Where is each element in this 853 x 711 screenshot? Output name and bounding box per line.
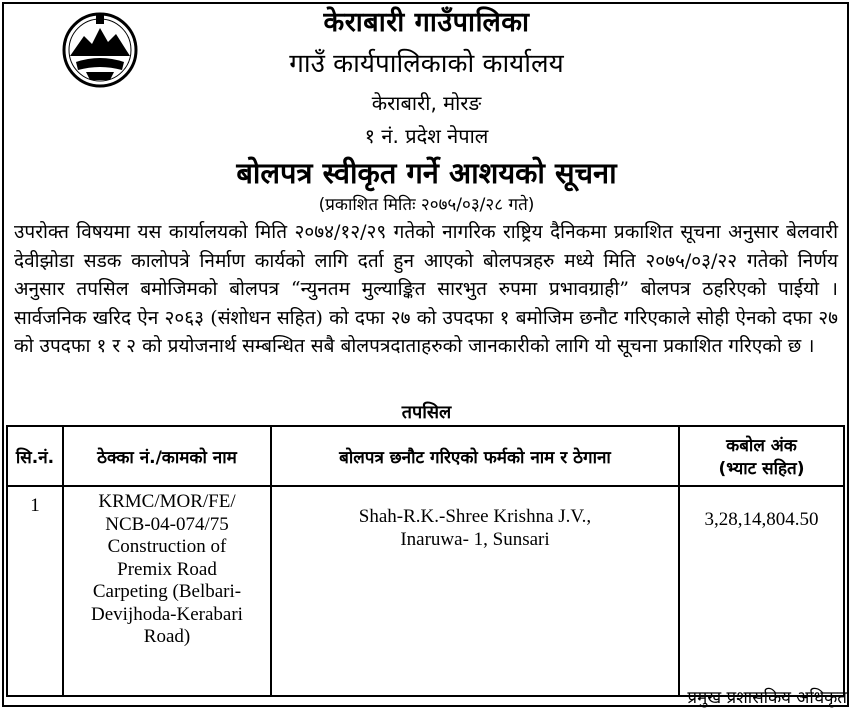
schedule-title: तपसिल bbox=[401, 402, 452, 423]
contract-line: Road) bbox=[143, 626, 191, 647]
notice-title: बोलपत्र स्वीकृत गर्ने आशयको सूचना bbox=[236, 156, 617, 190]
contract-line: Carpeting (Belbari- bbox=[92, 581, 242, 602]
table-row bbox=[7, 486, 844, 696]
office-name: गाउँ कार्यपालिकाको कार्यालय bbox=[289, 49, 564, 79]
header-sn: सि.नं. bbox=[7, 426, 63, 486]
header-amount-line2: (भ्याट सहित) bbox=[718, 459, 805, 479]
header-amount-line1: कबोल अंक bbox=[726, 436, 797, 456]
header-amount bbox=[679, 426, 844, 486]
signatory: प्रमुख प्रशासकिय अधिकृत bbox=[687, 688, 847, 708]
province-name: १ नं. प्रदेश नेपाल bbox=[364, 124, 489, 148]
row-contract bbox=[63, 486, 271, 696]
firm-line: Inaruwa- 1, Sunsari bbox=[400, 529, 550, 550]
header-firm: बोलपत्र छनौट गरिएको फर्मको नाम र ठेगाना bbox=[271, 426, 679, 486]
row-firm bbox=[271, 486, 679, 696]
office-address: केराबारी, मोरङ bbox=[371, 91, 482, 115]
header-contract: ठेक्का नं./कामको नाम bbox=[63, 426, 271, 486]
contract-line: Premix Road bbox=[117, 558, 217, 580]
published-date: (प्रकाशित मितिः २०७५/०३/२८ गते) bbox=[318, 195, 535, 215]
row-amount: 3,28,14,804.50 bbox=[679, 486, 844, 696]
contract-line: Construction of bbox=[107, 536, 227, 557]
contract-line: Devijhoda-Kerabari bbox=[91, 603, 243, 625]
firm-line: Shah-R.K.-Shree Krishna J.V., bbox=[358, 506, 592, 527]
municipality-name: केराबारी गाउँपालिका bbox=[323, 7, 530, 38]
contract-line: KRMC/MOR/FE/ bbox=[98, 491, 236, 512]
row-sn: 1 bbox=[7, 486, 63, 696]
award-table bbox=[6, 425, 845, 697]
contract-line: NCB-04-074/75 bbox=[105, 513, 229, 535]
notice-body: उपरोक्त विषयमा यस कार्यालयको मिति २०७४/१२/२९ गतेको नागरिक राष्ट्रिय दैनिकमा प्रकाशित सूचना अनुसार बेलवारी देवीझोडा सडक कालोपत्रे निर्माण कार्यको लागि दर्ता हुन आएको बोलपत्रहरु मध्ये मिति २०७५/०३/२२ गतेको निर्णय अनुसार तपसिल बमोजिमको बोलपत्र “न्युनतम मुल्याङ्कित सारभुत रुपमा प्रभावग्राही” बोलपत्र ठहरिएको पाईयो । सार्वजनिक खरिद ऐन २०६३ (संशोधन सहित) को दफा २७ को उपदफा १ बमोजिम छनौट गरिएकाले सोही ऐनको दफा २७ को उपदफा १ र २ को प्रयोजनार्थ सम्बन्धित सबै बोलपत्रदाताहरुको जानकारीको लागि यो सूचना प्रकाशित गरिएको छ । bbox=[14, 221, 838, 358]
table-header-row bbox=[7, 426, 844, 486]
